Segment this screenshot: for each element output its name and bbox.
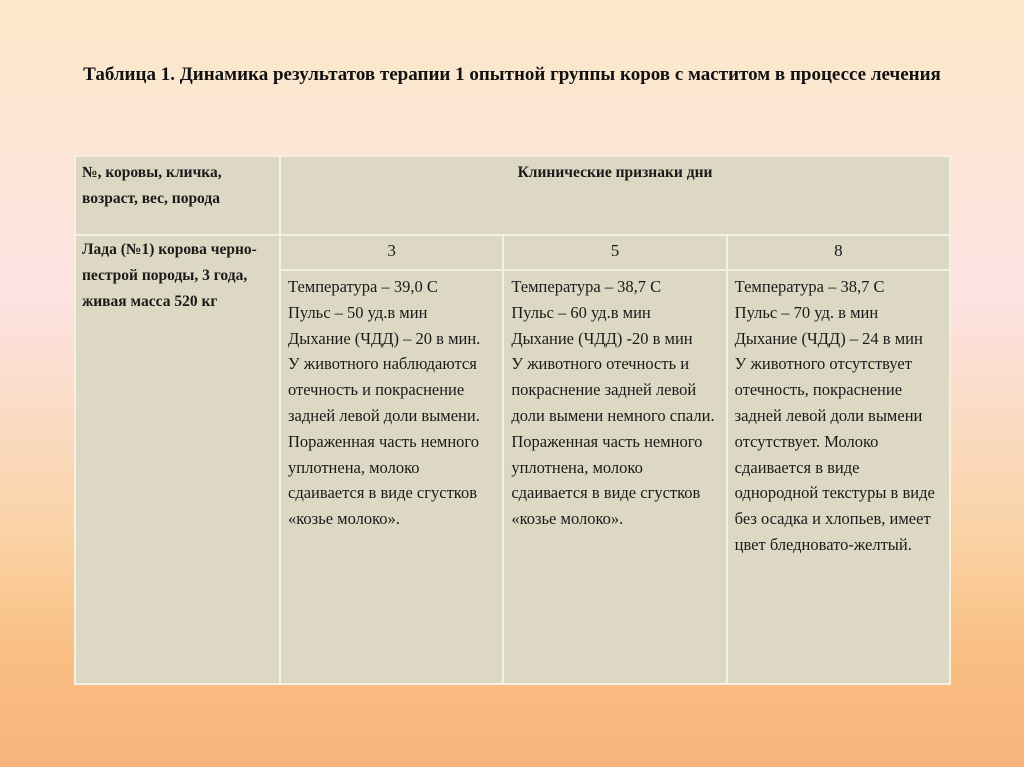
day-3-header: 3 — [281, 236, 502, 269]
header-clinical-signs: Клинические признаки дни — [281, 157, 949, 234]
day-5-observation — [504, 271, 725, 683]
temperature: Температура – 38,7 С — [734, 277, 885, 296]
breathing: Дыхание (ЧДД) – 24 в мин — [734, 328, 923, 348]
pulse: Пульс – 70 уд. в мин — [734, 302, 879, 322]
temperature: Температура – 39,0 С — [288, 277, 438, 296]
table-days-row — [76, 236, 949, 269]
therapy-results-table — [74, 155, 951, 685]
pulse: Пульс – 60 уд.в мин — [511, 302, 651, 322]
animal-info-cell: Лада (№1) корова черно-пестрой породы, 3 года, живая масса 520 кг — [76, 236, 279, 683]
day-8-observation — [728, 271, 949, 683]
day-8-header: 8 — [728, 236, 949, 269]
breathing: Дыхание (ЧДД) -20 в мин — [511, 328, 693, 348]
description: У животного отечность и покраснение задней левой доли вымени немного спали. Пораженная часть немного уплотнена, молоко сдаивается в виде сгустков «козье молоко». — [511, 354, 715, 529]
day-3-observation — [281, 271, 502, 683]
slide-title: Таблица 1. Динамика результатов терапии 1 опытной группы коров с маститом в процессе лечения — [83, 64, 941, 85]
breathing: Дыхание (ЧДД) – 20 в мин. — [288, 328, 481, 348]
temperature: Температура – 38,7 С — [511, 277, 662, 296]
description: У животного отсутствует отечность, покраснение задней левой доли вымени отсутствует. Молоко сдаивается в виде однородной текстуры в виде без осадка и хлопьев, имеет цвет бледновато-желтый. — [734, 354, 935, 554]
table — [74, 155, 951, 685]
header-animal-info: №, коровы, кличка, возраст, вес, порода — [76, 157, 279, 234]
day-5-header: 5 — [504, 236, 725, 269]
description: У животного наблюдаются отечность и покраснение задней левой доли вымени. Пораженная часть немного уплотнена, молоко сдаивается в виде сгустков «козье молоко». — [288, 354, 480, 529]
pulse: Пульс – 50 уд.в мин — [288, 302, 428, 322]
table-header-row — [76, 157, 949, 234]
